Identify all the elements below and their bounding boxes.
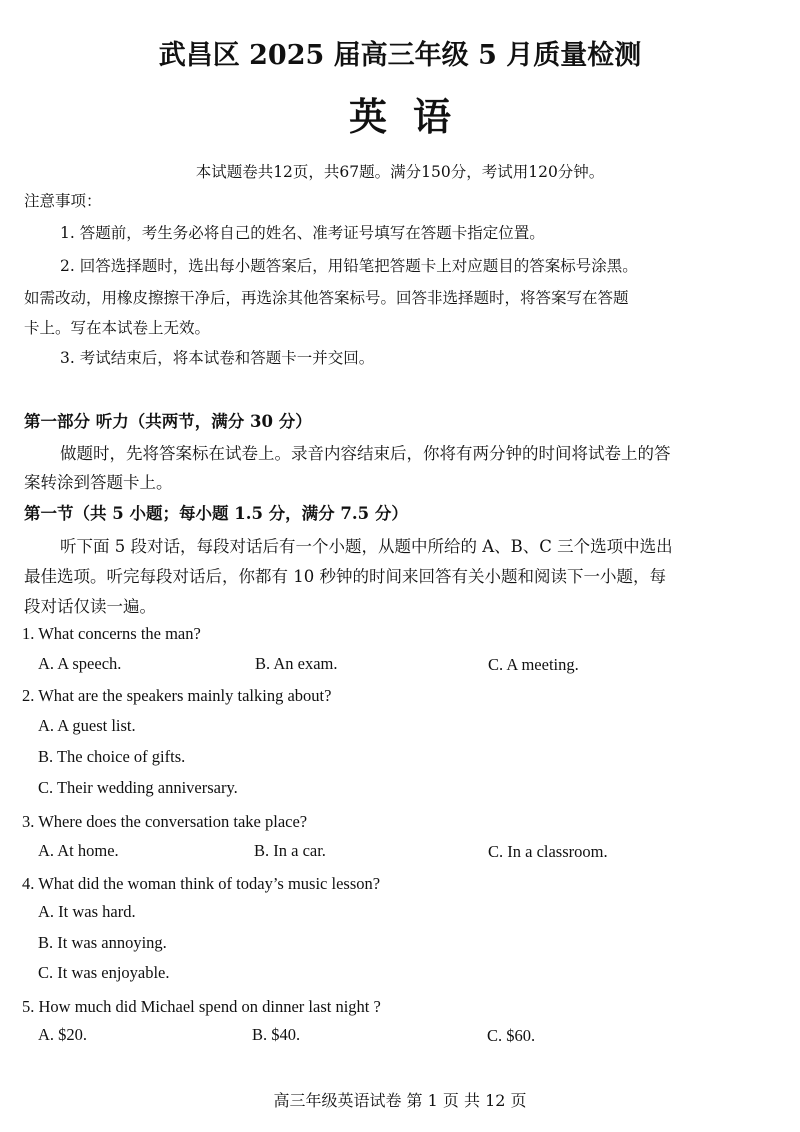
question-2-option-a: A. A guest list.	[38, 716, 136, 735]
part1-instructions-line-1: 做题时，先将答案标在试卷上。录音内容结束后，你将有两分钟的时间将试卷上的答	[60, 444, 671, 463]
section1-instructions-line-1: 听下面 5 段对话，每段对话后有一个小题，从题中所给的 A、B、C 三个选项中选出	[60, 537, 673, 556]
page-footer: 高三年级英语试卷 第 1 页 共 12 页	[273, 1091, 527, 1110]
exam-title: 武昌区 2025 届高三年级 5 月质量检测	[158, 40, 642, 71]
question-2-stem: 2. What are the speakers mainly talking about?	[22, 686, 332, 705]
question-5-option-b: B. $40.	[252, 1025, 301, 1044]
question-2-option-b: B. The choice of gifts.	[38, 747, 186, 766]
exam-intro: 本试题卷共12页，共67题。满分150分，考试用120分钟。	[195, 163, 605, 181]
question-3-stem: 3. Where does the conversation take place?	[22, 812, 308, 831]
note-item-2-line-2: 如需改动，用橡皮擦擦干净后，再选涂其他答案标号。回答非选择题时，将答案写在答题	[24, 289, 629, 307]
question-3-option-b: B. In a car.	[254, 841, 326, 860]
section1-instructions-line-2: 最佳选项。听完每段对话后，你都有 10 秒钟的时间来回答有关小题和阅读下一小题，每	[24, 567, 666, 586]
section1-heading: 第一节（共 5 小题；每小题 1.5 分，满分 7.5 分）	[24, 504, 408, 523]
question-1-option-c: C. A meeting.	[488, 655, 579, 674]
question-1-option-b: B. An exam.	[255, 654, 338, 673]
question-3-option-a: A. At home.	[38, 841, 119, 860]
question-4-stem: 4. What did the woman think of today’s music lesson?	[22, 874, 381, 893]
notes-heading: 注意事项：	[24, 192, 102, 210]
note-item-2-line-1: 2. 回答选择题时，选出每小题答案后，用铅笔把答题卡上对应题目的答案标号涂黑。	[60, 257, 638, 275]
part1-heading: 第一部分 听力（共两节，满分 30 分）	[24, 412, 312, 431]
note-item-3: 3. 考试结束后，将本试卷和答题卡一并交回。	[60, 349, 375, 367]
question-5-option-a: A. $20.	[38, 1025, 88, 1044]
question-3-option-c: C. In a classroom.	[488, 842, 608, 861]
section1-instructions-line-3: 段对话仅读一遍。	[24, 597, 156, 616]
question-4-option-a: A. It was hard.	[38, 902, 136, 921]
question-1-stem: 1. What concerns the man?	[22, 624, 201, 643]
question-4-option-b: B. It was annoying.	[38, 933, 167, 952]
note-item-2-line-3: 卡上。写在本试卷上无效。	[24, 319, 211, 337]
question-2-option-c: C. Their wedding anniversary.	[38, 778, 238, 797]
question-4-option-c: C. It was enjoyable.	[38, 963, 170, 982]
question-5-option-c: C. $60.	[487, 1026, 536, 1045]
question-1-option-a: A. A speech.	[38, 654, 122, 673]
subject-title: 英语	[348, 94, 477, 139]
note-item-1: 1. 答题前，考生务必将自己的姓名、准考证号填写在答题卡指定位置。	[60, 224, 545, 242]
question-5-stem: 5. How much did Michael spend on dinner last night ?	[22, 997, 381, 1016]
part1-instructions-line-2: 案转涂到答题卡上。	[24, 473, 173, 492]
